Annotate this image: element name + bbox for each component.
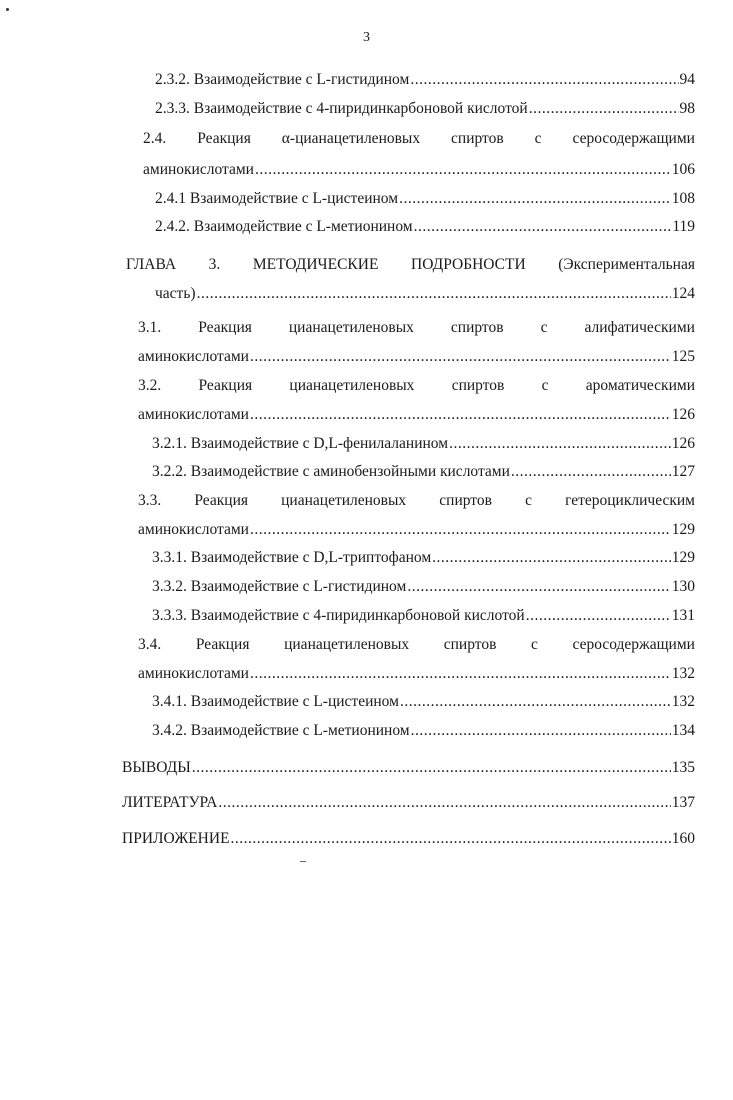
dot-leader: [255, 160, 671, 180]
dot-leader: [250, 405, 671, 425]
dot-leader: [407, 577, 670, 597]
toc-word: с: [534, 130, 542, 147]
toc-word: α-цианацетиленовых: [281, 130, 421, 147]
toc-entry-line1: [143, 129, 695, 149]
toc-entry-page: 132: [671, 665, 695, 682]
toc-entry: [122, 829, 695, 849]
dot-leader: [250, 664, 671, 684]
toc-word: серосодержащими: [572, 636, 695, 653]
dot-leader: [400, 692, 671, 712]
toc-word: с: [541, 377, 549, 394]
toc-word: алифатическими: [584, 319, 695, 336]
toc-word: Реакция: [198, 377, 253, 394]
toc-entry-line2: [138, 520, 695, 540]
toc-entry: [122, 758, 695, 778]
toc-entry-title: 3.3.3. Взаимодействие с 4-пиридинкарбоновой кислотой: [152, 607, 525, 624]
toc-entry-title: аминокислотами: [138, 406, 249, 423]
toc-word: спиртов: [451, 130, 504, 147]
toc-entry-page: 135: [671, 759, 695, 776]
toc-entry-title: 3.4.2. Взаимодействие с L-метионином: [152, 722, 410, 739]
dot-leader: [526, 606, 671, 626]
toc-entry-page: 131: [671, 607, 695, 624]
toc-entry-line1: [138, 376, 695, 396]
toc-word: спиртов: [451, 377, 505, 394]
scan-speck: [300, 861, 306, 862]
toc-word: цианацетиленовых: [289, 377, 415, 394]
dot-leader: [410, 70, 678, 90]
toc-entry-line2: [138, 664, 695, 684]
toc-entry: [152, 721, 695, 741]
toc-word: цианацетиленовых: [284, 636, 410, 653]
toc-entry-title: ЛИТЕРАТУРА: [122, 794, 218, 811]
toc-word: Реакция: [195, 636, 250, 653]
toc-word: 3.4.: [138, 636, 162, 653]
toc-entry-page: 119: [672, 218, 695, 235]
toc-entry-line2: [138, 405, 695, 425]
toc-entry-page: 129: [671, 521, 695, 538]
toc-chapter-line1: [126, 255, 695, 275]
toc-word: (Экспериментальная: [558, 256, 695, 273]
toc-word: серосодержащими: [572, 130, 695, 147]
toc-chapter-line2: [155, 284, 695, 304]
dot-leader: [197, 284, 671, 304]
toc-entry-page: 125: [671, 348, 695, 365]
dot-leader: [250, 520, 671, 540]
toc-word: МЕТОДИЧЕСКИЕ: [252, 256, 379, 273]
toc-entry: [155, 217, 695, 237]
toc-entry-title: 3.2.2. Взаимодействие с аминобензойными кислотами: [152, 463, 510, 480]
toc-word: спиртов: [450, 319, 504, 336]
dot-leader: [511, 462, 671, 482]
toc-entry-title: 3.4.1. Взаимодействие с L-цистеином: [152, 693, 399, 710]
dot-leader: [250, 347, 671, 367]
toc-entry-title: ВЫВОДЫ: [122, 759, 191, 776]
toc-entry-page: 124: [671, 285, 695, 302]
toc-entry-title: 3.3.2. Взаимодействие с L-гистидином: [152, 578, 407, 595]
toc-word: с: [531, 636, 538, 653]
toc-entry-title: 2.3.2. Взаимодействие с L-гистидином: [155, 71, 410, 88]
toc-entry-line2: [138, 347, 695, 367]
toc-entry-page: 94: [679, 71, 695, 88]
toc-word: Реакция: [194, 492, 248, 509]
toc-entry: [152, 692, 695, 712]
toc-word: цианацетиленовых: [281, 492, 407, 509]
toc-word: спиртов: [443, 636, 497, 653]
toc-word: 2.4.: [143, 130, 167, 147]
toc-entry-title: 2.3.3. Взаимодействие с 4-пиридинкарбоновой кислотой: [155, 100, 528, 117]
toc-entry: [155, 70, 695, 90]
toc-entry-title: 2.4.2. Взаимодействие с L-метионином: [155, 218, 413, 235]
toc-entry-page: 106: [671, 161, 695, 178]
toc-entry-page: 126: [671, 406, 695, 423]
toc-word: 3.: [208, 256, 221, 273]
toc-word: Реакция: [198, 319, 252, 336]
dot-leader: [449, 434, 671, 454]
dot-leader: [231, 829, 671, 849]
toc-word: с: [525, 492, 532, 509]
dot-leader: [192, 758, 671, 778]
toc-word: спиртов: [439, 492, 492, 509]
toc-word: гетероциклическим: [565, 492, 695, 509]
toc-entry-title: часть): [155, 285, 196, 302]
toc-word: цианацетиленовых: [288, 319, 414, 336]
scan-speck: [6, 8, 9, 11]
toc-entry-title: ПРИЛОЖЕНИЕ: [122, 830, 230, 847]
toc-entry-title: аминокислотами: [138, 348, 249, 365]
toc-entry-page: 98: [679, 100, 695, 117]
toc-entry-page: 132: [671, 693, 695, 710]
toc-entry-page: 108: [671, 190, 695, 207]
dot-leader: [529, 99, 679, 119]
dot-leader: [399, 189, 671, 209]
toc-entry-title: 2.4.1 Взаимодействие с L-цистеином: [155, 190, 399, 207]
toc-entry: [152, 577, 695, 597]
toc-word: ПОДРОБНОСТИ: [411, 256, 526, 273]
toc-entry-line2: [143, 160, 695, 180]
toc-entry-line1: [138, 318, 695, 338]
toc-entry: [155, 99, 695, 119]
toc-word: 3.2.: [138, 377, 162, 394]
toc-entry: [152, 462, 695, 482]
toc-word: Реакция: [197, 130, 251, 147]
dot-leader: [414, 217, 672, 237]
toc-entry-line1: [138, 635, 695, 655]
toc-entry-title: аминокислотами: [138, 665, 249, 682]
toc-entry-page: 160: [671, 830, 695, 847]
dot-leader: [218, 793, 670, 813]
toc-word: ароматическими: [585, 377, 695, 394]
toc-entry: [152, 434, 695, 454]
toc-word: с: [540, 319, 548, 336]
toc-entry-page: 127: [671, 463, 695, 480]
toc-entry-title: аминокислотами: [138, 521, 249, 538]
toc-entry: [152, 548, 695, 568]
toc-entry-page: 126: [671, 435, 695, 452]
toc-entry: [152, 606, 695, 626]
toc-entry-title: аминокислотами: [143, 161, 254, 178]
toc-entry-page: 134: [671, 722, 695, 739]
toc-entry-page: 137: [671, 794, 695, 811]
toc-entry: [122, 793, 695, 813]
dot-leader: [432, 548, 671, 568]
page-number: 3: [363, 30, 370, 45]
toc-word: 3.1.: [138, 319, 162, 336]
toc-entry: [155, 189, 695, 209]
toc-entry-page: 130: [671, 578, 695, 595]
toc-word: ГЛАВА: [126, 256, 177, 273]
dot-leader: [411, 721, 671, 741]
toc-entry-title: 3.3.1. Взаимодействие с D,L-триптофаном: [152, 549, 432, 566]
toc-entry-page: 129: [671, 549, 695, 566]
toc-word: 3.3.: [138, 492, 162, 509]
toc-entry-title: 3.2.1. Взаимодействие с D,L-фенилаланином: [152, 435, 449, 452]
toc-entry-line1: [138, 491, 695, 511]
